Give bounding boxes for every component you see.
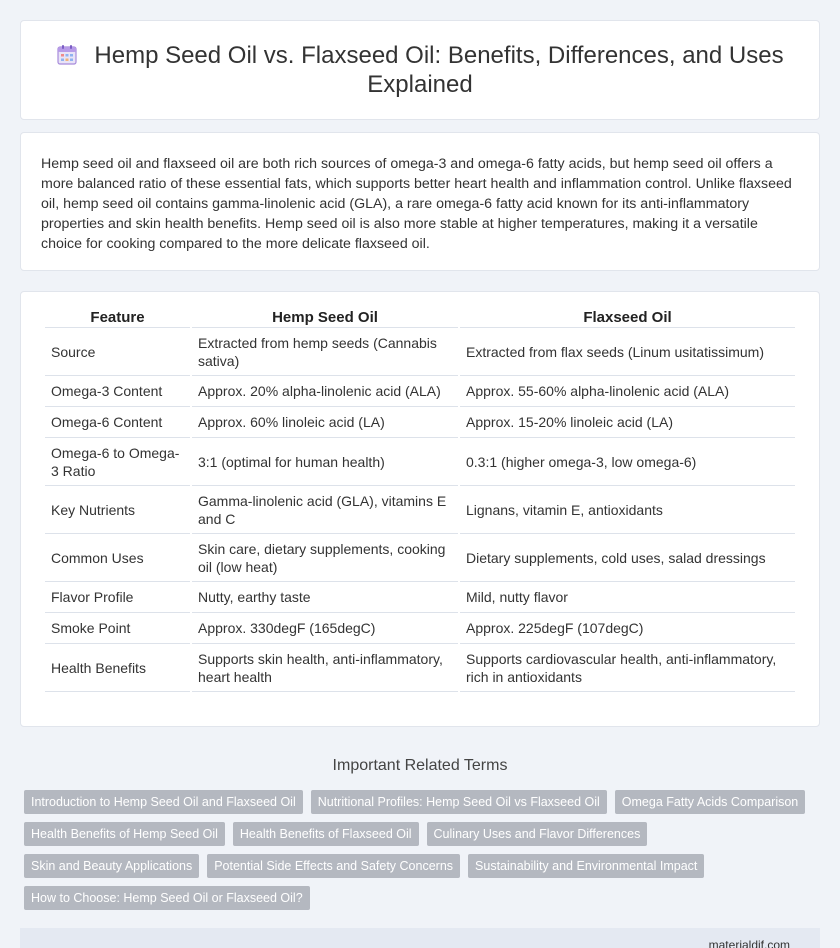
related-term-link[interactable]: How to Choose: Hemp Seed Oil or Flaxseed Oil? [24, 886, 310, 910]
table-header-row [45, 306, 795, 328]
cell-flax: Supports cardiovascular health, anti-inflammatory, rich in antioxidants [460, 644, 795, 692]
cell-hemp: Skin care, dietary supplements, cooking oil (low heat) [192, 534, 458, 582]
related-term-link[interactable]: Omega Fatty Acids Comparison [615, 790, 805, 814]
table-row [45, 582, 795, 613]
cell-feature: Key Nutrients [45, 486, 190, 534]
table-row [45, 328, 795, 376]
cell-hemp: 3:1 (optimal for human health) [192, 438, 458, 486]
related-term-link[interactable]: Skin and Beauty Applications [24, 854, 199, 878]
related-term-link[interactable]: Nutritional Profiles: Hemp Seed Oil vs Flaxseed Oil [311, 790, 607, 814]
related-term-link[interactable]: Sustainability and Environmental Impact [468, 854, 704, 878]
cell-feature: Source [45, 328, 190, 376]
cell-hemp: Extracted from hemp seeds (Cannabis sativa) [192, 328, 458, 376]
table-row [45, 644, 795, 692]
related-terms-section [20, 757, 820, 910]
intro-paragraph: Hemp seed oil and flaxseed oil are both rich sources of omega-3 and omega-6 fatty acids, but hemp seed oil offers a more balanced ratio of these essential fats, which supports better heart health and inflammation control. Unlike flaxseed oil, hemp seed oil contains gamma-linolenic acid (GLA), a rare omega-6 fatty acid known for its anti-inflammatory properties and skin health benefits. Hemp seed oil is also more stable at higher temperatures, making it a versatile choice for cooking compared to the more delicate flaxseed oil. [41, 156, 792, 252]
header-flaxseed-oil: Flaxseed Oil [460, 306, 795, 328]
cell-flax: 0.3:1 (higher omega-3, low omega-6) [460, 438, 795, 486]
cell-hemp: Nutty, earthy taste [192, 582, 458, 613]
cell-flax: Lignans, vitamin E, antioxidants [460, 486, 795, 534]
table-row [45, 534, 795, 582]
cell-hemp: Approx. 20% alpha-linolenic acid (ALA) [192, 376, 458, 407]
intro-card [20, 132, 820, 271]
comparison-table-card [20, 291, 820, 727]
cell-feature: Smoke Point [45, 613, 190, 644]
page-title [51, 41, 789, 99]
cell-feature: Omega-3 Content [45, 376, 190, 407]
table-row [45, 407, 795, 438]
header-hemp-seed-oil: Hemp Seed Oil [192, 306, 458, 328]
related-term-link[interactable]: Potential Side Effects and Safety Concerns [207, 854, 460, 878]
cell-feature: Health Benefits [45, 644, 190, 692]
table-row [45, 486, 795, 534]
cell-hemp: Approx. 330degF (165degC) [192, 613, 458, 644]
cell-flax: Extracted from flax seeds (Linum usitatissimum) [460, 328, 795, 376]
cell-hemp: Approx. 60% linoleic acid (LA) [192, 407, 458, 438]
footer [20, 928, 820, 948]
footer-site-link[interactable]: materialdif.com [708, 937, 790, 948]
cell-flax: Approx. 55-60% alpha-linolenic acid (ALA) [460, 376, 795, 407]
cell-feature: Flavor Profile [45, 582, 190, 613]
related-terms-heading: Important Related Terms [332, 757, 508, 774]
header-feature: Feature [45, 306, 190, 328]
cell-hemp: Supports skin health, anti-inflammatory, heart health [192, 644, 458, 692]
cell-feature: Omega-6 Content [45, 407, 190, 438]
related-term-link[interactable]: Introduction to Hemp Seed Oil and Flaxseed Oil [24, 790, 303, 814]
cell-feature: Common Uses [45, 534, 190, 582]
calendar-icon [56, 44, 78, 66]
cell-flax: Mild, nutty flavor [460, 582, 795, 613]
cell-hemp: Gamma-linolenic acid (GLA), vitamins E and C [192, 486, 458, 534]
cell-flax: Dietary supplements, cold uses, salad dressings [460, 534, 795, 582]
table-row [45, 438, 795, 486]
header-card [20, 20, 820, 120]
related-term-link[interactable]: Health Benefits of Hemp Seed Oil [24, 822, 225, 846]
related-term-link[interactable]: Culinary Uses and Flavor Differences [427, 822, 648, 846]
cell-flax: Approx. 15-20% linoleic acid (LA) [460, 407, 795, 438]
table-row [45, 613, 795, 644]
related-terms-tags [20, 790, 820, 910]
cell-flax: Approx. 225degF (107degC) [460, 613, 795, 644]
related-term-link[interactable]: Health Benefits of Flaxseed Oil [233, 822, 419, 846]
cell-feature: Omega-6 to Omega-3 Ratio [45, 438, 190, 486]
page-title-text: Hemp Seed Oil vs. Flaxseed Oil: Benefits, Differences, and Uses Explained [94, 42, 784, 98]
comparison-table [43, 306, 797, 692]
table-row [45, 376, 795, 407]
